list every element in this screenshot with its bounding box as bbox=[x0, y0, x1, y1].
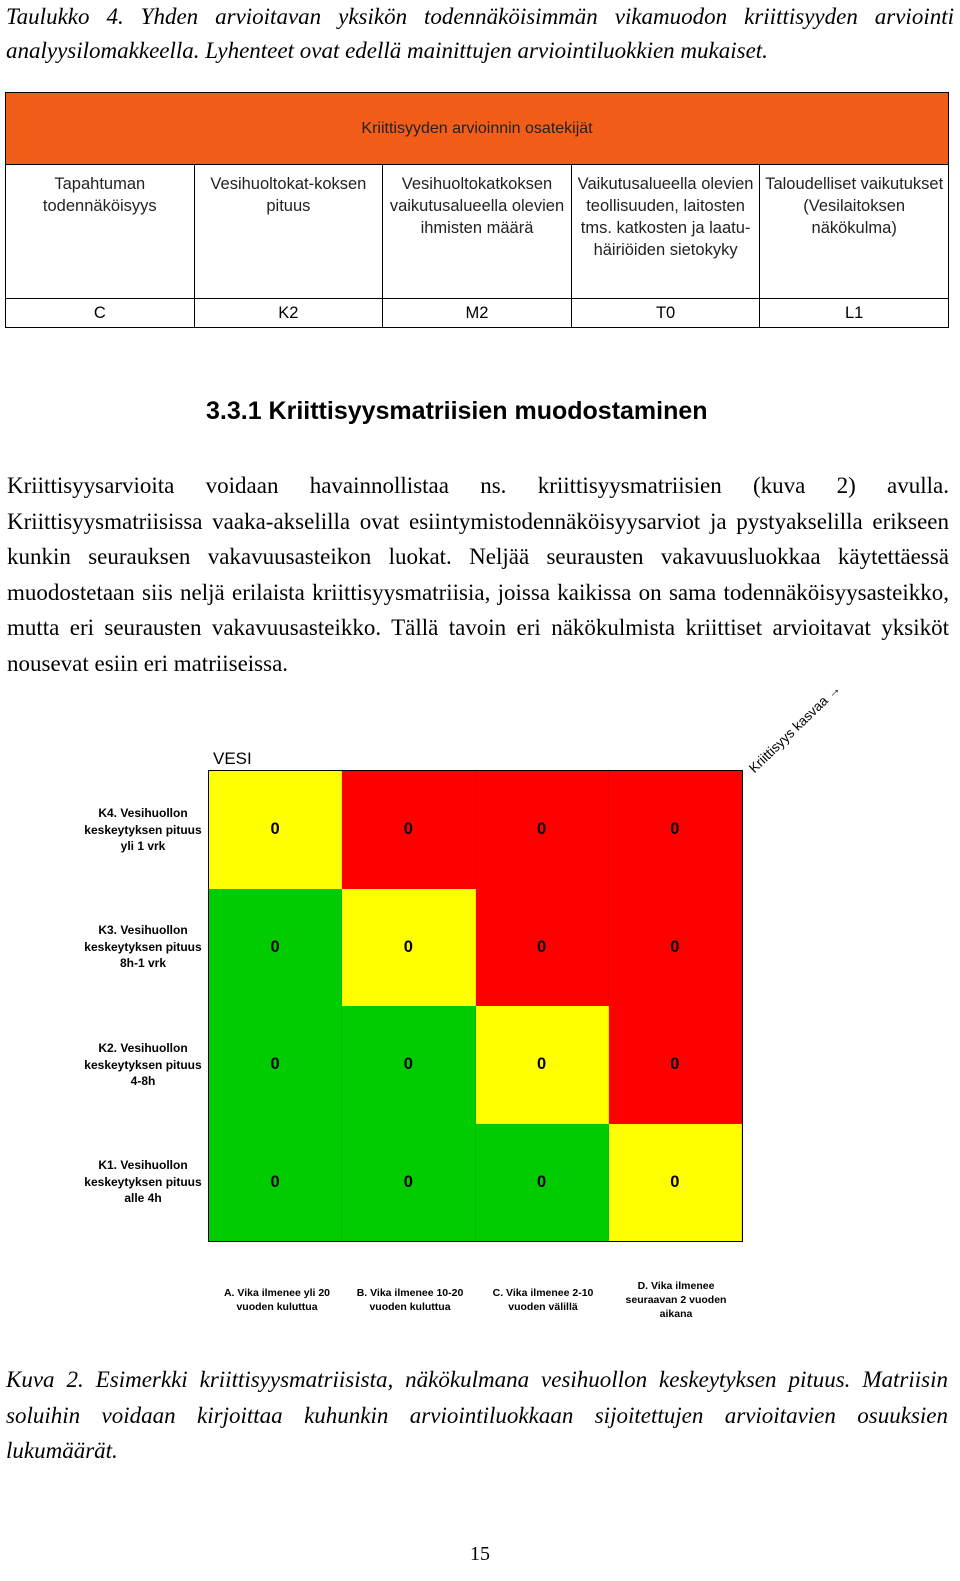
matrix-row-label: K4. Vesihuollon keskeytyksen pituus yli 1 vrk bbox=[84, 806, 202, 853]
matrix-cell: 0 bbox=[342, 889, 475, 1007]
table-header: Kriittisyyden arvioinnin osatekijät bbox=[6, 93, 949, 165]
matrix-cell: 0 bbox=[609, 889, 742, 1007]
matrix-row-label: K2. Vesihuollon keskeytyksen pituus 4-8h bbox=[84, 1041, 202, 1088]
column-header-people-affected: Vesihuoltokatkoksen vaikutusalueella olevien ihmisten määrä bbox=[383, 165, 572, 299]
matrix-cell: 0 bbox=[209, 889, 342, 1007]
body-paragraph: Kriittisyysarvioita voidaan havainnollistaa ns. kriittisyysmatriisien (kuva 2) avulla. Kriittisyysmatriisissa vaaka-akselilla ovat esiintymistodennäköisyysarviot ja pystyakselilla erikseen kunkin seurauksen vakavuusasteikon luokat. Neljää seurausten vakavuusluokkaa käytettäessä muodostetaan siis neljä erilaista kriittisyysmatriisia, joissa kaikissa on sama todennäköisyysasteikko, mutta eri seurausten vakavuusasteikko. Tällä tavoin eri näkökulmista kriittiset arvioitavat yksiköt nousevat esiin eri matriiseissa. bbox=[7, 473, 949, 676]
matrix-column-label: B. Vika ilmenee 10-20 vuoden kuluttua bbox=[356, 1287, 464, 1313]
matrix-row-label: K3. Vesihuollon keskeytyksen pituus 8h-1 vrk bbox=[84, 923, 202, 970]
criticality-matrix bbox=[208, 770, 743, 1242]
column-header-economic-impact: Taloudelliset vaikutukset (Vesilaitoksen näkökulma) bbox=[760, 165, 949, 299]
matrix-column-label: A. Vika ilmenee yli 20 vuoden kuluttua bbox=[223, 1287, 331, 1313]
criticality-increases-label: Kriittisyys kasvaa → bbox=[746, 681, 844, 776]
column-header-probability: Tapahtuman todennäköisyys bbox=[6, 165, 195, 299]
matrix-cell: 0 bbox=[342, 1124, 475, 1242]
matrix-cell: 0 bbox=[609, 771, 742, 889]
table-cell: T0 bbox=[571, 299, 760, 328]
table-cell: L1 bbox=[760, 299, 949, 328]
table-caption: Taulukko 4. Yhden arvioitavan yksikön todennäköisimmän vikamuodon kriittisyyden arviointi analyysilomakkeella. Lyhenteet ovat edellä mainittujen arviointiluokkien mukaiset. bbox=[6, 4, 954, 63]
column-header-industry-tolerance: Vaikutusalueella olevien teollisuuden, laitosten tms. katkosten ja laatu-häiriöiden sietokyky bbox=[571, 165, 760, 299]
table-cell: K2 bbox=[194, 299, 383, 328]
matrix-column-label: C. Vika ilmenee 2-10 vuoden välillä bbox=[492, 1287, 594, 1313]
matrix-title: VESI bbox=[213, 749, 252, 768]
matrix-cell: 0 bbox=[209, 1124, 342, 1242]
column-header-outage-length: Vesihuoltokat-koksen pituus bbox=[194, 165, 383, 299]
page-number: 15 bbox=[470, 1543, 490, 1565]
matrix-cell: 0 bbox=[209, 1006, 342, 1124]
matrix-cell: 0 bbox=[476, 1124, 609, 1242]
table-cell: M2 bbox=[383, 299, 572, 328]
figure-caption: Kuva 2. Esimerkki kriittisyysmatriisista, näkökulmana vesihuollon keskeytyksen pituus. Matriisin soluihin voidaan kirjoittaa kuhunkin arviointiluokkaan sijoitettujen arvioitavien osuuksien lukumäärät. bbox=[6, 1367, 948, 1463]
matrix-cell: 0 bbox=[342, 1006, 475, 1124]
matrix-cell: 0 bbox=[609, 1124, 742, 1242]
matrix-cell: 0 bbox=[342, 771, 475, 889]
matrix-cell: 0 bbox=[609, 1006, 742, 1124]
matrix-column-label: D. Vika ilmenee seuraavan 2 vuoden aikana bbox=[625, 1280, 727, 1320]
matrix-cell: 0 bbox=[476, 889, 609, 1007]
matrix-row-label: K1. Vesihuollon keskeytyksen pituus alle 4h bbox=[84, 1158, 202, 1205]
matrix-cell: 0 bbox=[476, 771, 609, 889]
matrix-cell: 0 bbox=[476, 1006, 609, 1124]
criticality-table bbox=[5, 92, 949, 328]
matrix-cell: 0 bbox=[209, 771, 342, 889]
section-heading: 3.3.1 Kriittisyysmatriisien muodostaminen bbox=[206, 397, 708, 425]
table-cell: C bbox=[6, 299, 195, 328]
